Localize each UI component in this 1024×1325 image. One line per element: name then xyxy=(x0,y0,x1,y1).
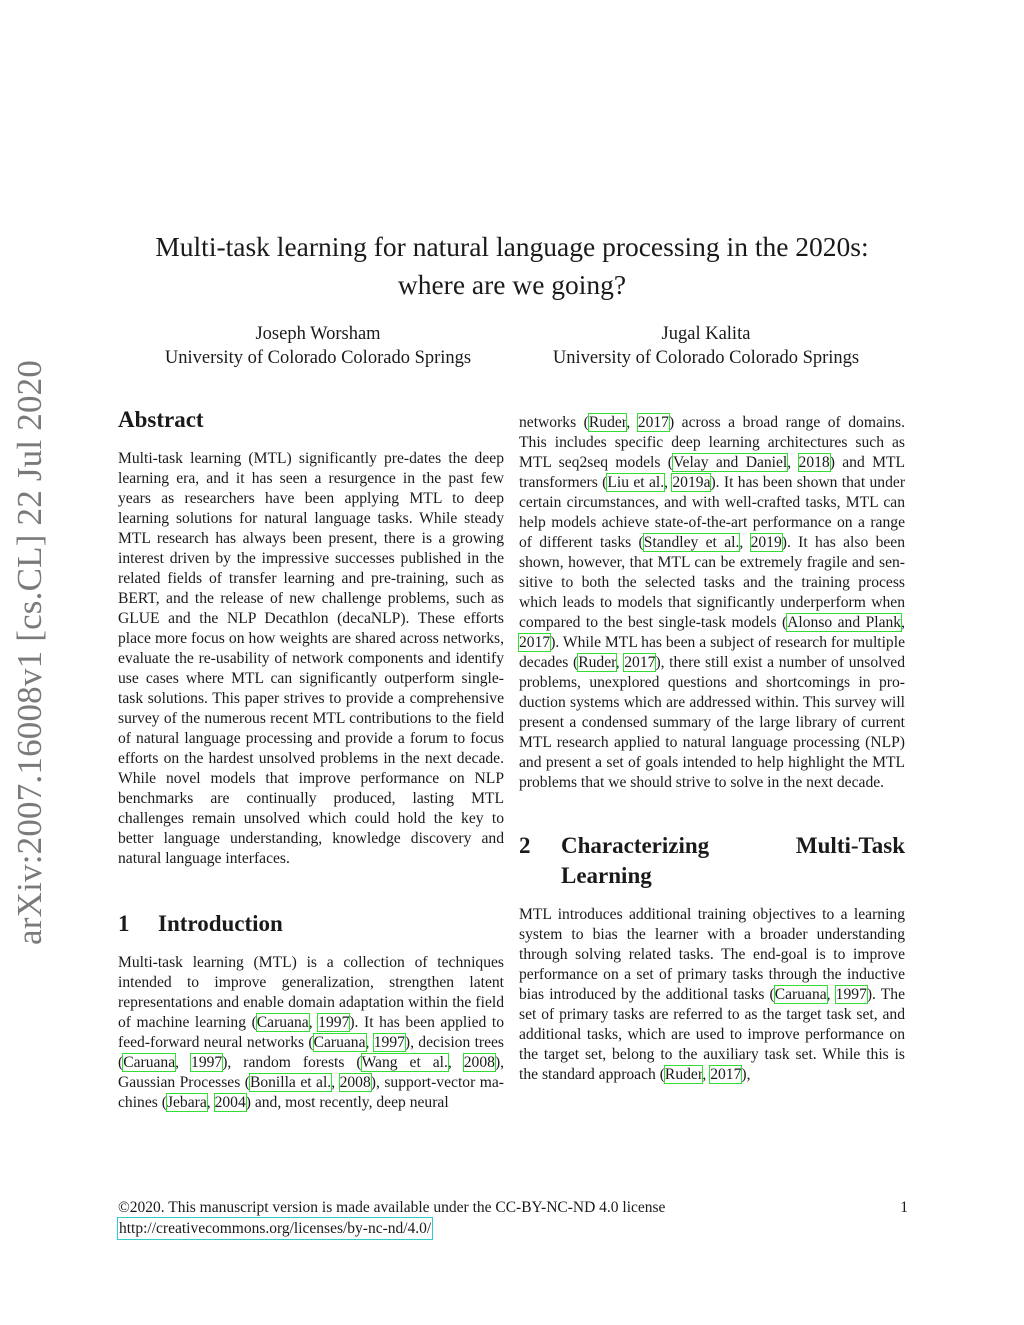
text-run: ). The set of primary tasks are referred to as the target task set, and additional tasks, which are used to improve performance on the target set, belong to the auxiliary task set. While this is the standard approach ( xyxy=(519,986,906,1083)
section-1-heading xyxy=(118,909,504,939)
author-block-1 xyxy=(118,322,518,370)
section-2-paragraph xyxy=(519,905,905,1085)
abstract-text: Multi-task learning (MTL) significantly pre-dates the deep learning era, and it has seen a resurgence in the past few years as researchers have been applying MTL to deep learning solutions for natural language tasks. While steady MTL research has always been present, there is a growing interest driven by the impressive successes published in the related fields of transfer learning and pre-training, such as BERT, and the release of new challenge problems, such as GLUE and the NLP Decathlon (decaNLP). These efforts place more focus on how weights are shared across networks, evaluate the re-usability of network components and identify use cases where MTL can significantly outperform single-task solutions. This paper strives to provide a comprehensive survey of the numerous recent MTL contributions to the field of natural language processing and provide a forum to focus efforts on the hardest unsolved problems in the next decade. While novel models that improve performance on NLP benchmarks are continually produced, lasting MTL challenges remain unsolved which could hold the key to better language understanding, knowledge discovery and natural language interfaces. xyxy=(118,450,504,867)
text-run: ), random forests ( xyxy=(222,1054,362,1071)
text-run: , xyxy=(308,1014,319,1031)
citation-link[interactable]: Caruana xyxy=(123,1054,176,1071)
citation-link[interactable]: 1997 xyxy=(318,1014,350,1031)
text-run: , xyxy=(206,1094,215,1111)
text-run: ), decision trees ( xyxy=(118,1034,504,1071)
text-run: ). It has been applied to feed-forward neural networks ( xyxy=(118,1014,504,1051)
text-run: , xyxy=(365,1034,374,1051)
text-run: , xyxy=(702,1066,711,1083)
license-url-link[interactable]: http://creativecommons.org/licenses/by-nc-nd/4.0/ xyxy=(119,1220,432,1237)
page-footer xyxy=(118,1197,908,1239)
citation-link[interactable]: 2017 xyxy=(710,1066,742,1083)
text-run: Multi-task learning (MTL) is a collection of techniques intended to improve generalization, strengthen latent representations and enable domain adaptation within the field of machine learning ( xyxy=(118,954,504,1031)
text-run: ). It has also been shown, however, that MTL can be extremely fragile and sensitive to both the selected tasks and the training process which leads to models that significantly underperform when compared to the best single-task models ( xyxy=(519,534,905,631)
citation-link[interactable]: 2017 xyxy=(624,654,656,671)
section-title: Characterizing Multi-Task Learning xyxy=(561,833,905,888)
paper-title xyxy=(100,228,924,304)
text-run: ), there still exist a number of unsolved problems, unexplored questions and shortcomings in production systems which are addressed within. This survey will present a condensed summary of the large library of current MTL research applied to natural language processing (NLP) and present a set of goals intended to help highlight the MTL problems that we should strive to solve in the next decade. xyxy=(519,654,905,791)
abstract-heading: Abstract xyxy=(118,407,204,432)
text-run: MTL introduces additional training objectives to a learning system to bias the learner with a broader understanding through solving related tasks. The end-goal is to improve performance on a set of primary tasks through the inductive bias introduced by the additional tasks ( xyxy=(519,906,905,1003)
citation-link[interactable]: 2019 xyxy=(750,534,782,551)
text-run: , xyxy=(739,534,751,551)
citation-link[interactable]: Bonilla et al. xyxy=(249,1074,332,1091)
author-affiliation: University of Colorado Colorado Springs xyxy=(164,348,472,368)
text-run: ) and MTL transformers ( xyxy=(519,454,906,491)
text-run: ). While MTL has been a subject of research for multiple decades ( xyxy=(519,634,905,671)
section-title: Introduction xyxy=(158,911,283,936)
author-name: Joseph Worsham xyxy=(255,324,381,344)
author-name: Jugal Kalita xyxy=(661,324,751,344)
citation-link[interactable]: 2017 xyxy=(519,634,551,651)
citation-link[interactable]: Alonso and Plank xyxy=(787,614,902,631)
citation-link[interactable]: 2004 xyxy=(214,1094,246,1111)
text-run: , xyxy=(787,454,799,471)
text-run: ) and, most recently, deep neural xyxy=(245,1094,449,1111)
text-run: networks ( xyxy=(519,414,589,431)
title-line-1: Multi-task learning for natural language processing in the 2020s: xyxy=(155,231,869,262)
text-run: , xyxy=(826,986,836,1003)
text-run: , xyxy=(664,474,673,491)
text-run: ) across a broad range of domains. This includes specific deep learning architectures such as MTL seq2seq models ( xyxy=(519,414,905,471)
section-number: 1 xyxy=(118,911,130,936)
page-number: 1 xyxy=(900,1199,908,1216)
section-2-heading xyxy=(519,831,905,891)
citation-link[interactable]: Liu et al. xyxy=(607,474,665,491)
citation-link[interactable]: Jebara xyxy=(166,1094,207,1111)
text-run: , xyxy=(175,1054,192,1071)
text-run: , xyxy=(901,614,905,631)
citation-link[interactable]: Wang et al. xyxy=(361,1054,448,1071)
text-run: , xyxy=(447,1054,464,1071)
citation-link[interactable]: 2008 xyxy=(463,1054,495,1071)
author-block-2 xyxy=(506,322,906,370)
citation-link[interactable]: Ruder xyxy=(578,654,616,671)
citation-link[interactable]: Caruana xyxy=(256,1014,309,1031)
text-run: , xyxy=(331,1074,340,1091)
right-column xyxy=(519,413,905,1085)
author-affiliation: University of Colorado Colorado Springs xyxy=(552,348,860,368)
text-run: ), Gaussian Processes ( xyxy=(118,1054,505,1091)
citation-link[interactable]: Standley et al. xyxy=(643,534,740,551)
text-run: ). It has been shown that under certain circumstances, and with well-crafted tasks, MTL can help models achieve state-of-the-art performance on a range of different tasks ( xyxy=(519,474,906,551)
citation-link[interactable]: Ruder xyxy=(664,1066,703,1083)
text-run: , xyxy=(626,414,638,431)
citation-link[interactable]: Velay and Daniel xyxy=(672,454,788,471)
text-run: ), support-vector machines ( xyxy=(118,1074,504,1111)
intro-paragraph-continued xyxy=(519,413,905,793)
text-run: , xyxy=(615,654,625,671)
citation-link[interactable]: 1997 xyxy=(191,1054,223,1071)
left-column xyxy=(118,405,504,1113)
license-notice: ©2020. This manuscript version is made available under the CC-BY-NC-ND 4.0 license xyxy=(118,1199,666,1216)
citation-link[interactable]: Caruana xyxy=(774,986,827,1003)
citation-link[interactable]: 2008 xyxy=(339,1074,371,1091)
citation-link[interactable]: 2019a xyxy=(672,474,711,491)
citation-link[interactable]: Ruder xyxy=(588,414,627,431)
citation-link[interactable]: 1997 xyxy=(835,986,867,1003)
citation-link[interactable]: 2018 xyxy=(798,454,830,471)
citation-link[interactable]: 2017 xyxy=(637,414,669,431)
arxiv-stamp: arXiv:2007.16008v1 [cs.CL] 22 Jul 2020 xyxy=(10,359,49,945)
intro-paragraph xyxy=(118,953,504,1113)
section-number: 2 xyxy=(519,833,531,858)
citation-link[interactable]: Caruana xyxy=(313,1034,366,1051)
citation-link[interactable]: 1997 xyxy=(373,1034,405,1051)
text-run: ), xyxy=(741,1066,751,1083)
title-line-2: where are we going? xyxy=(397,269,627,300)
